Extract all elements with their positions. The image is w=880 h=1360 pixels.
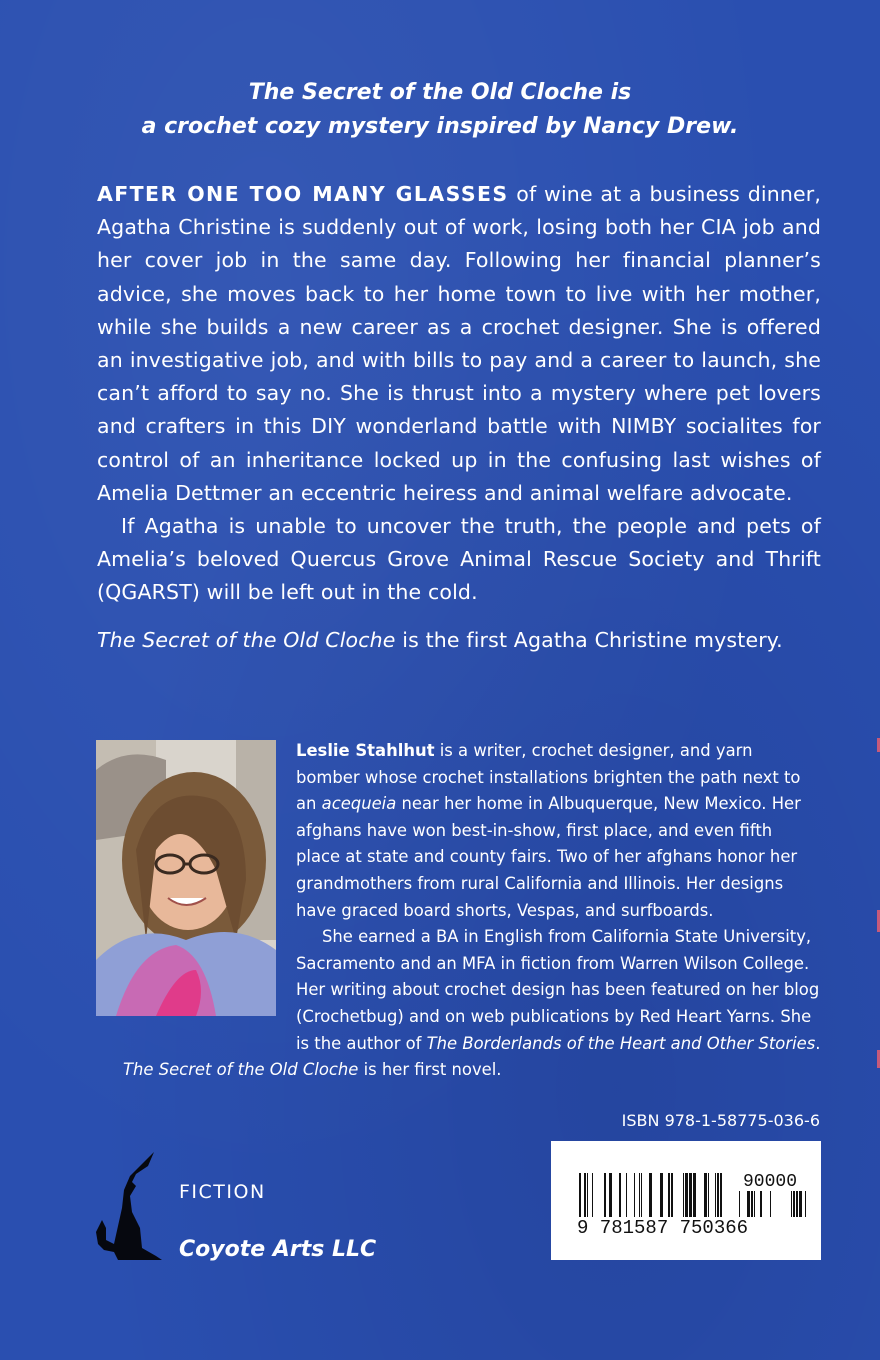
blurb-paragraph-1 bbox=[97, 178, 821, 510]
barcode-bar bbox=[584, 1173, 586, 1217]
barcode-bar bbox=[770, 1191, 771, 1217]
blurb bbox=[97, 178, 821, 657]
barcode-bar bbox=[592, 1173, 593, 1217]
barcode-bar bbox=[626, 1173, 627, 1217]
blurb-lead: AFTER ONE TOO MANY GLASSES bbox=[97, 182, 509, 206]
barcode-bar bbox=[805, 1191, 806, 1217]
bio-p3-italic: The Secret of the Old Cloche bbox=[123, 1060, 359, 1080]
barcode-bar bbox=[754, 1191, 755, 1217]
barcode-bar bbox=[660, 1173, 663, 1217]
bio-p2-text-b: . bbox=[815, 1033, 821, 1053]
bio-p2-italic: The Borderlands of the Heart and Other Stories bbox=[426, 1033, 816, 1053]
barcode-bar bbox=[634, 1173, 635, 1217]
blurb-p3-text: is the first Agatha Christine mystery. bbox=[395, 627, 783, 652]
barcode-digits: 9 781587 750366 bbox=[577, 1217, 749, 1239]
barcode-bar bbox=[739, 1191, 740, 1217]
author-name: Leslie Stahlhut bbox=[296, 741, 435, 760]
bio-paragraph-3 bbox=[97, 1057, 821, 1084]
photo-spacer bbox=[97, 738, 296, 1032]
genre-label: FICTION bbox=[179, 1181, 266, 1203]
bio-p3-text: is her first novel. bbox=[358, 1060, 502, 1080]
barcode-bar bbox=[708, 1173, 709, 1217]
blurb-paragraph-3 bbox=[97, 624, 821, 657]
isbn-label: ISBN 978-1-58775-036-6 bbox=[621, 1111, 820, 1130]
tagline bbox=[0, 76, 880, 144]
barcode-bar bbox=[799, 1191, 802, 1217]
barcode-bar bbox=[717, 1173, 719, 1217]
bio-p1-text-b: near her home in Albuquerque, New Mexico. Her afghans have won best-in-show, first place, and even fifth place at state and county fairs. Two of her afghans honor her grandmothers from rural California and Illinois. Her designs have graced board shorts, Vespas, and surfboards. bbox=[296, 794, 801, 920]
barcode-icon bbox=[551, 1141, 821, 1260]
barcode-bar bbox=[639, 1173, 640, 1217]
blurb-book-title: The Secret of the Old Cloche bbox=[97, 627, 396, 652]
coyote-silhouette bbox=[96, 1152, 164, 1260]
barcode-bar bbox=[704, 1173, 707, 1217]
barcode-bar bbox=[668, 1173, 670, 1217]
barcode-bar bbox=[587, 1173, 588, 1217]
barcode-bar bbox=[685, 1173, 688, 1217]
barcode-bar bbox=[796, 1191, 798, 1217]
barcode-bar bbox=[689, 1173, 692, 1217]
barcode-bar bbox=[683, 1173, 684, 1217]
barcode-bar bbox=[604, 1173, 606, 1217]
coyote-logo-icon bbox=[96, 1152, 164, 1260]
barcode-bar bbox=[747, 1191, 750, 1217]
barcode-bar bbox=[579, 1173, 581, 1217]
barcode-addon: 90000 bbox=[743, 1172, 798, 1192]
barcode-bar bbox=[671, 1173, 673, 1217]
barcode-bar bbox=[693, 1173, 696, 1217]
barcode-bar bbox=[641, 1173, 642, 1217]
barcode-bar bbox=[715, 1173, 716, 1217]
blurb-p1-text: of wine at a business dinner, Agatha Christine is suddenly out of work, losing both her CIA job and her cover job in the same day. Following her financial planner’s advice, she moves back to her home town to live with her mother, while she builds a new career as a crochet designer. She is offered an investigative job, and with bills to pay and a career to launch, she can’t afford to say no. She is thrust into a mystery where pet lovers and crafters in this DIY wonderland battle with NIMBY socialites for control of an inheritance locked up in the confusing last wishes of Amelia Dettmer an eccentric heiress and animal welfare advocate. bbox=[97, 182, 821, 505]
barcode bbox=[551, 1141, 821, 1260]
tagline-line-1: The Secret of the Old Cloche is bbox=[248, 80, 632, 105]
author-bio bbox=[97, 738, 821, 1084]
barcode-bar bbox=[791, 1191, 792, 1217]
barcode-bar bbox=[609, 1173, 612, 1217]
tagline-line-2: a crochet cozy mystery inspired by Nancy Drew. bbox=[141, 114, 739, 139]
barcode-bar bbox=[649, 1173, 652, 1217]
bio-p1-text-a: is a writer, crochet designer, and yarn bomber whose crochet installations brighten the path next to an bbox=[296, 741, 801, 814]
barcode-bar bbox=[720, 1173, 722, 1217]
barcode-bar bbox=[619, 1173, 621, 1217]
barcode-bar bbox=[793, 1191, 795, 1217]
bio-p2-text-a: She earned a BA in English from California State University, Sacramento and an MFA in fiction from Warren Wilson College. Her writing about crochet design has been featured on her blog (Crochetbug) and on web publications by Red Heart Yarns. She is the author of bbox=[296, 927, 820, 1053]
bio-p1-italic: acequeia bbox=[321, 794, 397, 814]
barcode-bar bbox=[760, 1191, 762, 1217]
blurb-paragraph-2: If Agatha is unable to uncover the truth, the people and pets of Amelia’s beloved Quercus Grove Animal Rescue Society and Thrift (QGARST) will be left out in the cold. bbox=[97, 514, 821, 605]
barcode-bar bbox=[751, 1191, 753, 1217]
publisher-name: Coyote Arts LLC bbox=[179, 1237, 377, 1262]
